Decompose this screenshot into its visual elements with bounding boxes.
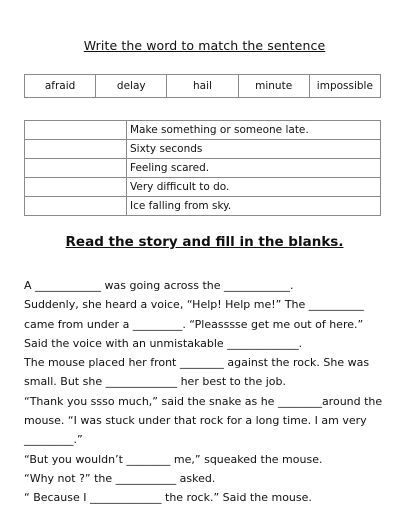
story-line: mouse. “I was stuck under that rock for a long time. I am very	[24, 414, 367, 428]
answer-cell[interactable]	[25, 178, 127, 197]
word-bank-row	[25, 75, 381, 98]
answer-cell[interactable]	[25, 197, 127, 216]
answer-cell[interactable]	[25, 159, 127, 178]
match-row	[25, 140, 381, 159]
word-bank-cell: afraid	[25, 75, 96, 98]
definition-cell: Very difficult to do.	[127, 178, 381, 197]
story-line: “But you wouldn’t ________ me,” squeaked the mouse.	[24, 452, 323, 466]
definition-cell: Sixty seconds	[127, 140, 381, 159]
definition-cell: Feeling scared.	[127, 159, 381, 178]
match-row	[25, 197, 381, 216]
match-table	[24, 120, 381, 216]
story-line: small. But she _____________ her best to the job.	[24, 375, 286, 389]
story-line: Said the voice with an unmistakable _____________.	[24, 336, 303, 350]
word-bank-table	[24, 74, 381, 98]
word-bank-cell: hail	[167, 75, 238, 98]
word-bank-cell: delay	[96, 75, 167, 98]
match-row	[25, 178, 381, 197]
answer-cell[interactable]	[25, 121, 127, 140]
story-line: “Why not ?” the ___________ asked.	[24, 471, 216, 485]
definition-cell: Ice falling from sky.	[127, 197, 381, 216]
story-line: “Thank you ssso much,” said the snake as he ________around the	[24, 394, 383, 408]
answer-cell[interactable]	[25, 140, 127, 159]
word-bank-cell: impossible	[309, 75, 380, 98]
story-line: came from under a _________. “Pleasssse get me out of here.”	[24, 317, 364, 331]
story-line: Suddenly, she heard a voice, “Help! Help me!” The __________	[24, 298, 364, 312]
story-line: A ____________ was going across the ____________.	[24, 279, 294, 292]
worksheet-title: Write the word to match the sentence	[83, 38, 326, 53]
match-row	[25, 159, 381, 178]
story-heading: Read the story and fill in the blanks.	[65, 234, 344, 250]
word-bank-cell: minute	[238, 75, 309, 98]
story-text	[24, 276, 394, 508]
match-row	[25, 121, 381, 140]
story-line: _________.”	[24, 433, 83, 447]
definition-cell: Make something or someone late.	[127, 121, 381, 140]
story-line: The mouse placed her front ________ against the rock. She was	[24, 356, 370, 370]
story-line: “ Because I _____________ the rock.” Said the mouse.	[24, 491, 312, 505]
